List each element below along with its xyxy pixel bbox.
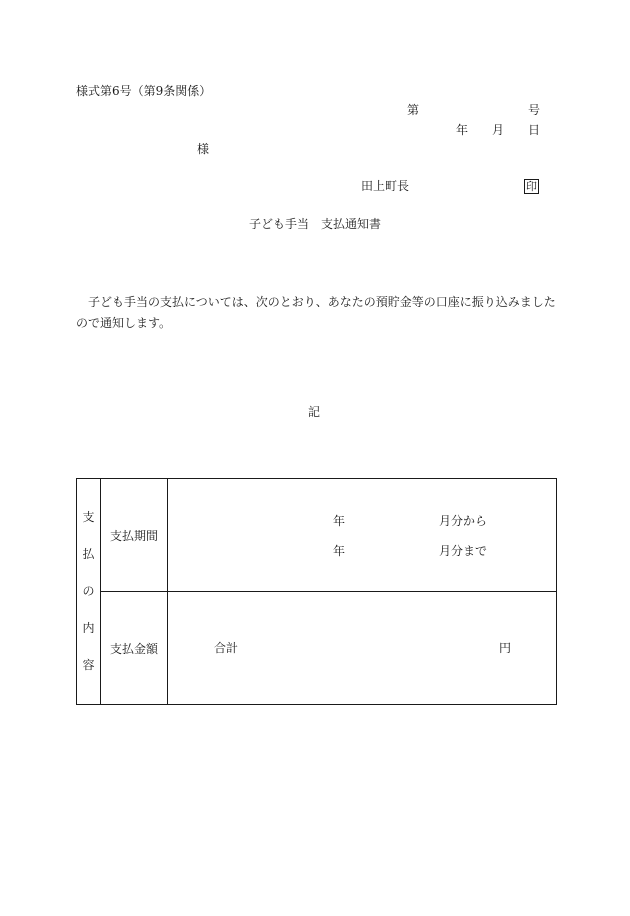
sender: 田上町長	[361, 179, 410, 193]
date-day: 日	[528, 123, 541, 137]
body-paragraph	[76, 292, 560, 334]
period-value-cell	[168, 479, 557, 592]
addressee-suffix: 様	[197, 142, 210, 156]
seal-text: 印	[526, 180, 537, 193]
document-title: 子ども手当 支払通知書	[249, 217, 382, 231]
group-label-char: の	[82, 584, 95, 598]
date-year: 年	[456, 123, 469, 137]
period-label: 支払期間	[109, 528, 158, 543]
amount-label: 支払金額	[109, 641, 158, 656]
amount-unit: 円	[499, 641, 512, 655]
seal-mark	[524, 179, 539, 194]
doc-number-prefix: 第	[407, 103, 420, 117]
doc-number-suffix: 号	[528, 103, 541, 117]
ki-heading: 記	[308, 405, 321, 419]
body-text: 子ども手当の支払については、次のとおり、あなたの預貯金等の口座に振り込みましたので通知します。	[76, 295, 556, 330]
group-label-char: 払	[82, 547, 95, 561]
payment-contents-group-label	[77, 479, 101, 705]
date-month: 月	[492, 123, 505, 137]
period-to-month: 月分まで	[439, 544, 488, 558]
amount-value-cell	[168, 592, 557, 705]
period-from-year: 年	[333, 514, 346, 528]
period-label-cell	[101, 479, 168, 592]
payment-details-table	[76, 478, 557, 705]
group-label-char: 支	[82, 510, 95, 524]
period-to-year: 年	[333, 544, 346, 558]
period-from-month: 月分から	[439, 514, 488, 528]
amount-total-label: 合計	[214, 641, 239, 655]
amount-label-cell	[101, 592, 168, 705]
group-label-char: 内	[82, 621, 95, 635]
form-number: 様式第6号（第9条関係）	[76, 84, 212, 98]
group-label-char: 容	[82, 658, 95, 672]
